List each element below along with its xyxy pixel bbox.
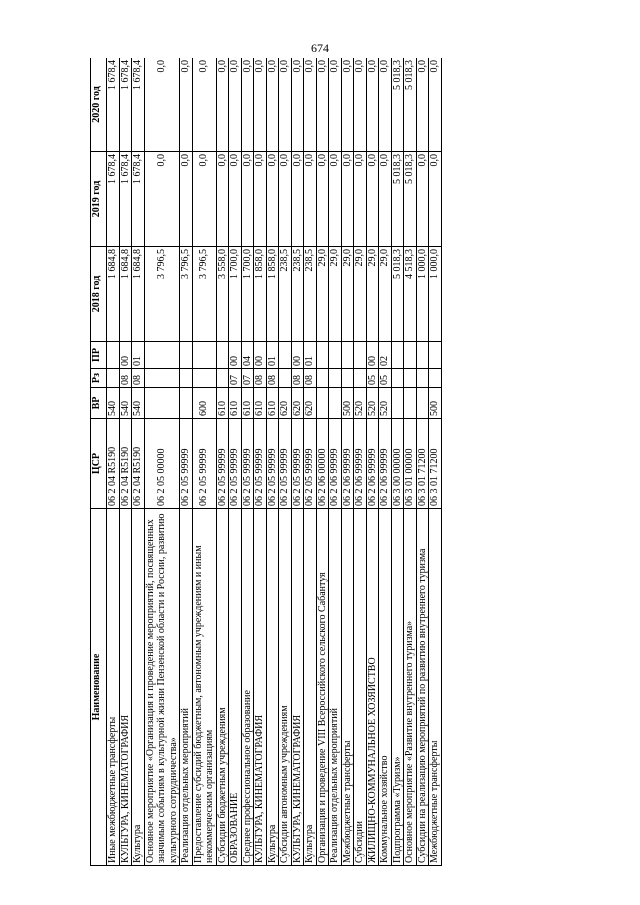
cell-name: ЖИЛИЩНО-КОММУНАЛЬНОЕ ХОЗЯЙСТВО (366, 509, 379, 866)
cell-name: Межбюджетные трансферты (341, 509, 354, 866)
cell-name: Реализация отдельных мероприятий (180, 509, 193, 866)
cell-pr (429, 342, 442, 369)
cell-rz: 08 (254, 369, 267, 388)
cell-name: Коммунальное хозяйство (379, 509, 392, 866)
cell-2019: 0,0 (279, 152, 292, 247)
cell-name: Субсидии (354, 509, 367, 866)
cell-2019: 5 018,3 (404, 152, 417, 247)
cell-rz (192, 369, 216, 388)
cell-vr: 600 (192, 388, 216, 419)
table-row (391, 58, 404, 866)
cell-name: Реализация отдельных мероприятий (329, 509, 342, 866)
cell-2019: 1 678,4 (132, 152, 145, 247)
table-row (304, 58, 317, 866)
cell-2018: 1 700,0 (241, 247, 254, 342)
cell-2019: 0,0 (366, 152, 379, 247)
cell-2018: 3 558,0 (216, 247, 229, 342)
cell-pr (354, 342, 367, 369)
header-2018: 2018 год (91, 247, 107, 342)
table-row (379, 58, 392, 866)
table-row (404, 58, 417, 866)
table-row (316, 58, 329, 866)
cell-name: ОБРАЗОВАНИЕ (229, 509, 242, 866)
cell-2019: 0,0 (229, 152, 242, 247)
cell-2019: 0,0 (429, 152, 442, 247)
cell-2020: 5 018,3 (404, 58, 417, 152)
cell-pr (216, 342, 229, 369)
header-pr: ПР (91, 342, 107, 369)
table-row (366, 58, 379, 866)
cell-pr (341, 342, 354, 369)
cell-vr: 520 (366, 388, 379, 419)
table-row (144, 58, 180, 866)
cell-rz (180, 369, 193, 388)
rotated-page-area (90, 58, 606, 866)
cell-vr: 610 (216, 388, 229, 419)
table-row (329, 58, 342, 866)
table-header-row (91, 58, 107, 866)
table-row (132, 58, 145, 866)
cell-csr: 06 2 05 99999 (291, 419, 304, 509)
cell-csr: 06 2 04 R5190 (119, 419, 132, 509)
cell-csr: 06 2 05 99999 (266, 419, 279, 509)
cell-vr: 500 (429, 388, 442, 419)
table-row (229, 58, 242, 866)
budget-table (90, 58, 442, 866)
cell-name: Иные межбюджетные трансферты (107, 509, 120, 866)
cell-pr (316, 342, 329, 369)
cell-rz (391, 369, 404, 388)
cell-vr: 620 (291, 388, 304, 419)
cell-vr (404, 388, 417, 419)
cell-2018: 1 858,0 (266, 247, 279, 342)
cell-vr: 540 (119, 388, 132, 419)
cell-csr: 06 2 06 99999 (366, 419, 379, 509)
cell-2019: 0,0 (192, 152, 216, 247)
cell-2019: 0,0 (379, 152, 392, 247)
cell-2020: 0,0 (229, 58, 242, 152)
cell-csr: 06 2 04 R5190 (107, 419, 120, 509)
cell-2018: 29,0 (316, 247, 329, 342)
cell-csr: 06 2 05 99999 (241, 419, 254, 509)
cell-vr (329, 388, 342, 419)
cell-2018: 1 000,0 (416, 247, 429, 342)
cell-2019: 0,0 (329, 152, 342, 247)
cell-2020: 0,0 (266, 58, 279, 152)
cell-2018: 3 796,5 (144, 247, 180, 342)
table-row (266, 58, 279, 866)
cell-2018: 238,5 (291, 247, 304, 342)
cell-csr: 06 3 01 71200 (429, 419, 442, 509)
cell-vr (180, 388, 193, 419)
cell-vr (316, 388, 329, 419)
cell-2019: 0,0 (341, 152, 354, 247)
cell-2020: 1 678,4 (107, 58, 120, 152)
cell-2020: 1 678,4 (119, 58, 132, 152)
cell-name: Культура (304, 509, 317, 866)
cell-vr (144, 388, 180, 419)
cell-2018: 1 700,0 (229, 247, 242, 342)
cell-csr: 06 2 05 99999 (304, 419, 317, 509)
cell-pr (107, 342, 120, 369)
cell-2019: 0,0 (354, 152, 367, 247)
cell-2019: 1 678,4 (119, 152, 132, 247)
cell-name: Субсидии автономным учреждениям (279, 509, 292, 866)
table-row (291, 58, 304, 866)
cell-rz (354, 369, 367, 388)
cell-name: Предоставление субсидий бюджетным, автономным учреждениям и иным некоммерческим организациям (192, 509, 216, 866)
cell-2019: 0,0 (416, 152, 429, 247)
cell-pr (279, 342, 292, 369)
cell-2018: 29,0 (379, 247, 392, 342)
cell-pr (404, 342, 417, 369)
table-row (119, 58, 132, 866)
cell-name: Субсидии на реализацию мероприятий по развитию внутреннего туризма (416, 509, 429, 866)
table-row (192, 58, 216, 866)
cell-name: Подпрограмма «Туризм» (391, 509, 404, 866)
cell-2020: 0,0 (254, 58, 267, 152)
page-number: 674 (311, 41, 329, 55)
table-row (107, 58, 120, 866)
cell-pr (192, 342, 216, 369)
cell-2020: 0,0 (304, 58, 317, 152)
cell-2020: 0,0 (429, 58, 442, 152)
cell-name: Основное мероприятие «Развитие внутреннего туризма» (404, 509, 417, 866)
cell-pr: 00 (229, 342, 242, 369)
cell-csr: 06 2 05 99999 (279, 419, 292, 509)
cell-rz (404, 369, 417, 388)
cell-pr: 00 (291, 342, 304, 369)
cell-2019: 0,0 (180, 152, 193, 247)
cell-csr: 06 2 05 99999 (180, 419, 193, 509)
cell-2018: 238,5 (279, 247, 292, 342)
header-csr: ЦСР (91, 419, 107, 509)
cell-2018: 1 684,8 (107, 247, 120, 342)
cell-pr (180, 342, 193, 369)
cell-name: Субсидии бюджетным учреждениям (216, 509, 229, 866)
cell-2019: 0,0 (144, 152, 180, 247)
cell-2018: 1 000,0 (429, 247, 442, 342)
cell-name: КУЛЬТУРА, КИНЕМАТОГРАФИЯ (254, 509, 267, 866)
cell-pr: 00 (119, 342, 132, 369)
cell-2018: 1 858,0 (254, 247, 267, 342)
cell-2020: 0,0 (279, 58, 292, 152)
cell-2019: 0,0 (316, 152, 329, 247)
cell-2020: 0,0 (329, 58, 342, 152)
cell-2020: 5 018,3 (391, 58, 404, 152)
cell-2018: 29,0 (341, 247, 354, 342)
cell-csr: 06 2 06 99999 (379, 419, 392, 509)
cell-csr: 06 3 01 71200 (416, 419, 429, 509)
cell-vr: 610 (241, 388, 254, 419)
cell-2020: 0,0 (216, 58, 229, 152)
cell-pr (416, 342, 429, 369)
cell-pr (144, 342, 180, 369)
cell-csr: 06 2 05 99999 (192, 419, 216, 509)
rotated-table-container (90, 58, 606, 866)
cell-name: Культура (132, 509, 145, 866)
cell-2020: 0,0 (416, 58, 429, 152)
cell-rz: 08 (119, 369, 132, 388)
cell-2020: 1 678,4 (132, 58, 145, 152)
cell-2018: 1 684,8 (119, 247, 132, 342)
table-row (341, 58, 354, 866)
cell-rz: 07 (229, 369, 242, 388)
cell-vr: 540 (132, 388, 145, 419)
cell-2019: 0,0 (241, 152, 254, 247)
cell-vr: 520 (354, 388, 367, 419)
cell-rz: 08 (132, 369, 145, 388)
cell-2020: 0,0 (180, 58, 193, 152)
cell-csr: 06 2 06 99999 (329, 419, 342, 509)
table-row (216, 58, 229, 866)
cell-2020: 0,0 (241, 58, 254, 152)
header-rz: Рз (91, 369, 107, 388)
table-row (241, 58, 254, 866)
cell-2020: 0,0 (192, 58, 216, 152)
cell-vr: 610 (266, 388, 279, 419)
cell-2018: 3 796,5 (192, 247, 216, 342)
cell-vr: 540 (107, 388, 120, 419)
header-2019: 2019 год (91, 152, 107, 247)
cell-name: КУЛЬТУРА, КИНЕМАТОГРАФИЯ (119, 509, 132, 866)
cell-2018: 29,0 (329, 247, 342, 342)
cell-vr (416, 388, 429, 419)
cell-2019: 0,0 (266, 152, 279, 247)
cell-2019: 0,0 (216, 152, 229, 247)
cell-name: Организация и проведение VIII Всероссийского сельского Сабантуя (316, 509, 329, 866)
cell-vr: 610 (229, 388, 242, 419)
cell-rz: 07 (241, 369, 254, 388)
cell-name: Среднее профессиональное образование (241, 509, 254, 866)
cell-rz (429, 369, 442, 388)
cell-csr: 06 2 06 99999 (354, 419, 367, 509)
header-name: Наименование (91, 509, 107, 866)
cell-rz: 05 (379, 369, 392, 388)
cell-name: Культура (266, 509, 279, 866)
cell-2019: 0,0 (254, 152, 267, 247)
cell-rz: 08 (304, 369, 317, 388)
cell-pr: 00 (254, 342, 267, 369)
cell-csr: 06 2 05 99999 (229, 419, 242, 509)
cell-rz (107, 369, 120, 388)
cell-2020: 0,0 (366, 58, 379, 152)
cell-2018: 29,0 (366, 247, 379, 342)
cell-2019: 0,0 (304, 152, 317, 247)
cell-rz (144, 369, 180, 388)
table-row (429, 58, 442, 866)
cell-2018: 4 518,3 (404, 247, 417, 342)
cell-csr: 06 3 00 00000 (391, 419, 404, 509)
cell-pr: 00 (366, 342, 379, 369)
cell-2018: 3 796,5 (180, 247, 193, 342)
cell-2020: 0,0 (316, 58, 329, 152)
cell-vr: 520 (379, 388, 392, 419)
cell-pr: 02 (379, 342, 392, 369)
cell-pr: 01 (132, 342, 145, 369)
cell-2018: 1 684,8 (132, 247, 145, 342)
cell-2020: 0,0 (341, 58, 354, 152)
cell-csr: 06 2 05 99999 (254, 419, 267, 509)
header-2020: 2020 год (91, 58, 107, 152)
cell-name: Основное мероприятие «Организация и проведение мероприятий, посвященных значимым событиям в культурной жизни Пензенской области и России, развитию культурного сотрудничества» (144, 509, 180, 866)
cell-vr: 620 (304, 388, 317, 419)
cell-2020: 0,0 (144, 58, 180, 152)
cell-2018: 29,0 (354, 247, 367, 342)
cell-pr (391, 342, 404, 369)
cell-csr: 06 2 04 R5190 (132, 419, 145, 509)
header-vr: ВР (91, 388, 107, 419)
cell-rz (316, 369, 329, 388)
cell-2018: 238,5 (304, 247, 317, 342)
cell-rz: 05 (366, 369, 379, 388)
cell-vr (391, 388, 404, 419)
cell-pr: 04 (241, 342, 254, 369)
cell-2020: 0,0 (379, 58, 392, 152)
table-row (254, 58, 267, 866)
cell-rz: 08 (291, 369, 304, 388)
table-row (279, 58, 292, 866)
table-row (354, 58, 367, 866)
cell-pr: 01 (304, 342, 317, 369)
cell-2018: 5 018,3 (391, 247, 404, 342)
cell-vr: 610 (254, 388, 267, 419)
cell-rz (329, 369, 342, 388)
cell-csr: 06 3 01 00000 (404, 419, 417, 509)
cell-2020: 0,0 (354, 58, 367, 152)
cell-rz (341, 369, 354, 388)
cell-rz (279, 369, 292, 388)
cell-2019: 0,0 (291, 152, 304, 247)
cell-csr: 06 2 05 00000 (144, 419, 180, 509)
table-row (180, 58, 193, 866)
cell-vr: 500 (341, 388, 354, 419)
cell-rz (416, 369, 429, 388)
cell-name: КУЛЬТУРА, КИНЕМАТОГРАФИЯ (291, 509, 304, 866)
cell-pr (329, 342, 342, 369)
cell-csr: 06 2 06 00000 (316, 419, 329, 509)
cell-vr: 620 (279, 388, 292, 419)
cell-rz (216, 369, 229, 388)
cell-rz: 08 (266, 369, 279, 388)
table-body (107, 58, 442, 866)
cell-csr: 06 2 06 99999 (341, 419, 354, 509)
cell-csr: 06 2 05 99999 (216, 419, 229, 509)
table-row (416, 58, 429, 866)
cell-2019: 5 018,3 (391, 152, 404, 247)
cell-2020: 0,0 (291, 58, 304, 152)
cell-2019: 1 678,4 (107, 152, 120, 247)
cell-pr: 01 (266, 342, 279, 369)
cell-name: Межбюджетные трансферты (429, 509, 442, 866)
